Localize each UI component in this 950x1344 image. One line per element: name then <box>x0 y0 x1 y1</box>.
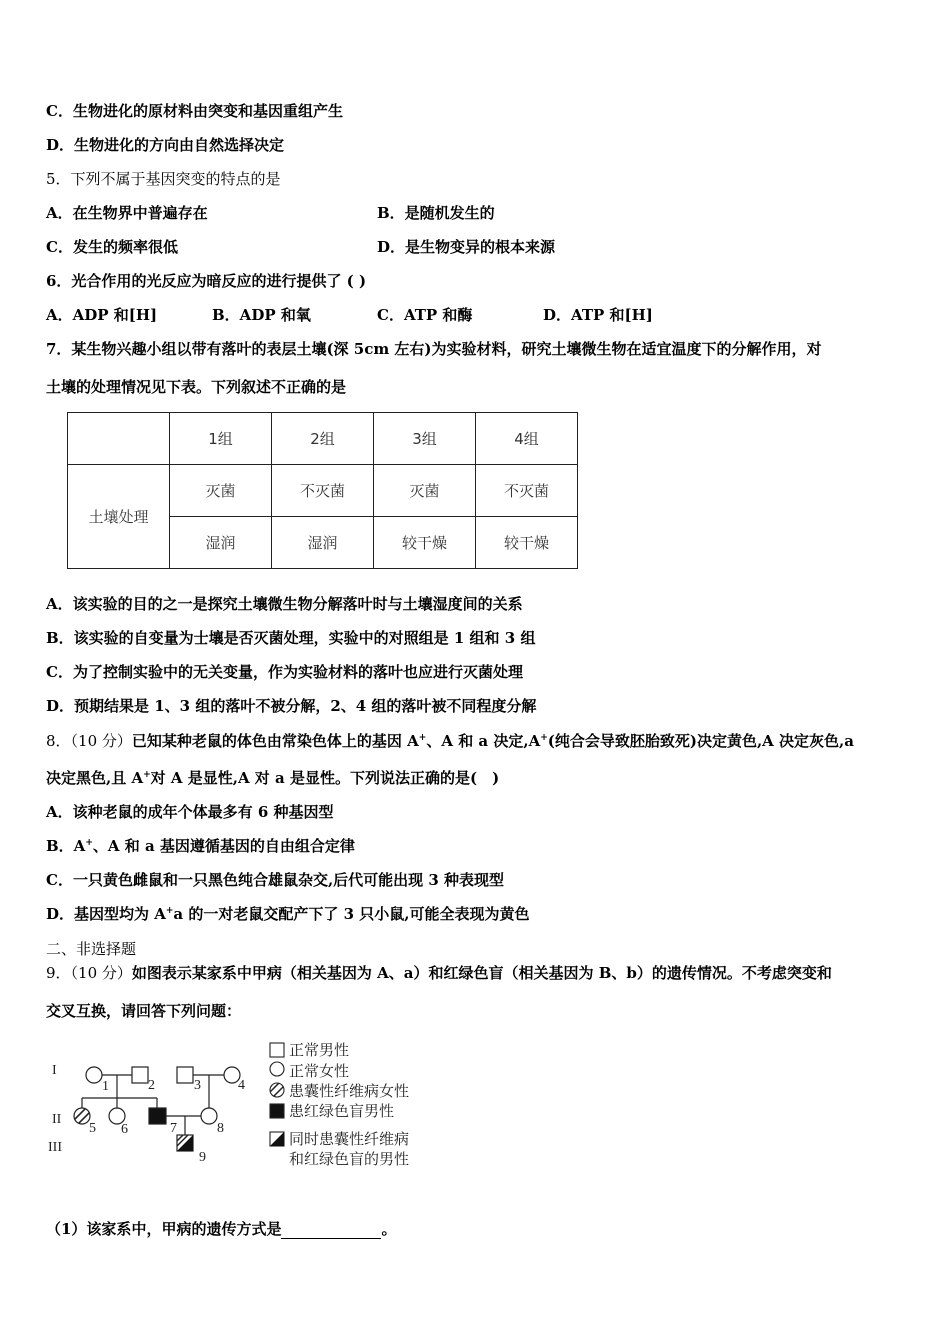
table-header-cell: 3组 <box>374 413 476 465</box>
table-cell: 湿润 <box>272 517 374 569</box>
generation-label-ii: II <box>52 1112 62 1127</box>
table-header-cell: 4组 <box>476 413 578 465</box>
individual-number: 6 <box>121 1122 128 1137</box>
q8-number: 8． <box>46 732 71 750</box>
q6-option-b: B．ADP 和氧 <box>212 306 311 324</box>
individual-2-male <box>132 1067 148 1083</box>
generation-label-i: I <box>52 1063 57 1078</box>
q6-option-a: A．ADP 和[H] <box>46 306 158 324</box>
q9-stem-line2: 交叉互换，请回答下列问题： <box>46 1002 242 1020</box>
section-heading: 二、非选择题 <box>46 940 137 958</box>
superscript-plus: + <box>85 838 93 848</box>
q9-score: （10 分） <box>70 964 132 982</box>
q8-text: 、A 和 a 决定,A <box>426 732 541 750</box>
q9-text: 如图表示某家系中甲病（相关基因为 A、a）和红绿色盲（相关基因为 B、b）的遗传情况。不考虑突变和 <box>131 964 832 982</box>
legend-label: 正常男性 <box>289 1041 350 1059</box>
table-cell: 不灭菌 <box>272 465 374 517</box>
q7-option-a: A．该实验的目的之一是探究土壤微生物分解落叶时与土壤湿度间的关系 <box>46 595 523 613</box>
table-cell: 不灭菌 <box>476 465 578 517</box>
table-cell: 较干燥 <box>476 517 578 569</box>
q5-option-d: D．是生物变异的根本来源 <box>377 238 556 256</box>
q8-option-c: C．一只黄色雌鼠和一只黑色纯合雄鼠杂交,后代可能出现 3 种表现型 <box>46 871 505 889</box>
individual-number: 8 <box>217 1121 224 1136</box>
soil-treatment-table <box>67 412 578 569</box>
answer-blank[interactable] <box>281 1222 381 1239</box>
individual-number: 5 <box>89 1121 96 1136</box>
table-header-cell: 1组 <box>170 413 272 465</box>
table-cell: 较干燥 <box>374 517 476 569</box>
q7-stem-line1: 7．某生物兴趣小组以带有落叶的表层土壤(深 5cm 左右)为实验材料，研究土壤微生物在适宜温度下的分解作用，对 <box>46 340 822 358</box>
q8-option-d-text: D．基因型均为 A <box>46 905 166 923</box>
q5-stem <box>46 169 281 189</box>
table-row <box>68 465 578 517</box>
q5-option-c: C．发生的频率很低 <box>46 238 178 256</box>
q8-text: (纯合会导致胚胎致死)决定黄色,A 决定灰色,a <box>547 732 854 750</box>
legend-label: 患囊性纤维病女性 <box>289 1082 410 1100</box>
pedigree-diagram <box>46 1035 446 1175</box>
individual-number: 7 <box>170 1121 177 1136</box>
legend-label: 和红绿色盲的男性 <box>289 1150 410 1168</box>
q7-stem-line2: 土壤的处理情况见下表。下列叙述不正确的是 <box>46 378 347 396</box>
q9-sub1-text: （1）该家系中，甲病的遗传方式是 <box>46 1220 282 1238</box>
individual-8-female <box>201 1108 217 1124</box>
individual-number: 1 <box>102 1079 109 1094</box>
generation-label-iii: III <box>48 1140 62 1155</box>
superscript-plus: + <box>540 733 548 743</box>
q9-sub1-end: 。 <box>381 1220 397 1238</box>
table-cell: 湿润 <box>170 517 272 569</box>
q9-sub-question-1 <box>46 1219 396 1239</box>
q8-stem-line1 <box>46 731 854 751</box>
q9-stem-line1 <box>46 963 832 983</box>
individual-3-male <box>177 1067 193 1083</box>
table-header-row <box>68 413 578 465</box>
q7-option-c: C．为了控制实验中的无关变量，作为实验材料的落叶也应进行灭菌处理 <box>46 663 523 681</box>
q8-text: 对 A 是显性,A 对 a 是显性。下列说法正确的是( ) <box>150 769 500 787</box>
legend-label: 同时患囊性纤维病 <box>289 1130 410 1148</box>
q8-score: （10 分） <box>70 732 132 750</box>
q8-option-b <box>46 836 355 856</box>
table-cell: 灭菌 <box>170 465 272 517</box>
legend-colorblind-male-symbol <box>270 1104 284 1118</box>
q6-option-c: C．ATP 和酶 <box>377 306 473 324</box>
table-header-cell: 2组 <box>272 413 374 465</box>
superscript-plus: + <box>418 733 427 743</box>
legend-label: 患红绿色盲男性 <box>289 1102 395 1120</box>
legend-label: 正常女性 <box>289 1062 350 1080</box>
q7-option-b: B．该实验的自变量为士壤是否灭菌处理，实验中的对照组是 1 组和 3 组 <box>46 629 536 647</box>
q8-text: 已知某种老鼠的体色由常染色体上的基因 A <box>131 732 419 750</box>
q6-stem: 6．光合作用的光反应为暗反应的进行提供了 ( ) <box>46 272 367 290</box>
individual-7-colorblind-male <box>149 1108 166 1124</box>
q6-option-d: D．ATP 和[H] <box>543 306 653 324</box>
individual-number: 3 <box>194 1078 201 1093</box>
q8-text: 决定黑色,且 A <box>46 769 144 787</box>
q8-option-a: A．该种老鼠的成年个体最多有 6 种基因型 <box>46 803 334 821</box>
legend-female-symbol <box>270 1062 284 1076</box>
q8-option-d <box>46 904 529 924</box>
q8-stem-line2 <box>46 768 499 788</box>
individual-number: 9 <box>199 1150 206 1165</box>
legend-male-symbol <box>270 1043 284 1057</box>
q5-stem-text: 5．下列不属于基因突变的特点的是 <box>46 170 281 188</box>
individual-number: 4 <box>238 1078 245 1093</box>
table-row-label: 土壤处理 <box>68 465 170 569</box>
individual-number: 2 <box>148 1078 155 1093</box>
superscript-plus: + <box>165 906 174 916</box>
q5-option-a: A．在生物界中普遍存在 <box>46 204 208 222</box>
table-cell: 灭菌 <box>374 465 476 517</box>
q4-option-d: D．生物进化的方向由自然选择决定 <box>46 136 285 154</box>
q8-option-b-text: B．A <box>46 837 86 855</box>
superscript-plus: + <box>143 770 151 780</box>
q4-option-c: C．生物进化的原材料由突变和基因重组产生 <box>46 102 343 120</box>
q8-option-d-text: a 的一对老鼠交配产下了 3 只小鼠,可能全表现为黄色 <box>173 905 530 923</box>
q8-option-b-text: 、A 和 a 基因遵循基因的自由组合定律 <box>92 837 355 855</box>
q5-option-b: B．是随机发生的 <box>377 204 495 222</box>
q7-option-d: D．预期结果是 1、3 组的落叶不被分解，2、4 组的落叶被不同程度分解 <box>46 697 537 715</box>
table-corner-cell <box>68 413 170 465</box>
individual-1-female <box>86 1067 102 1083</box>
q9-number: 9． <box>46 964 71 982</box>
